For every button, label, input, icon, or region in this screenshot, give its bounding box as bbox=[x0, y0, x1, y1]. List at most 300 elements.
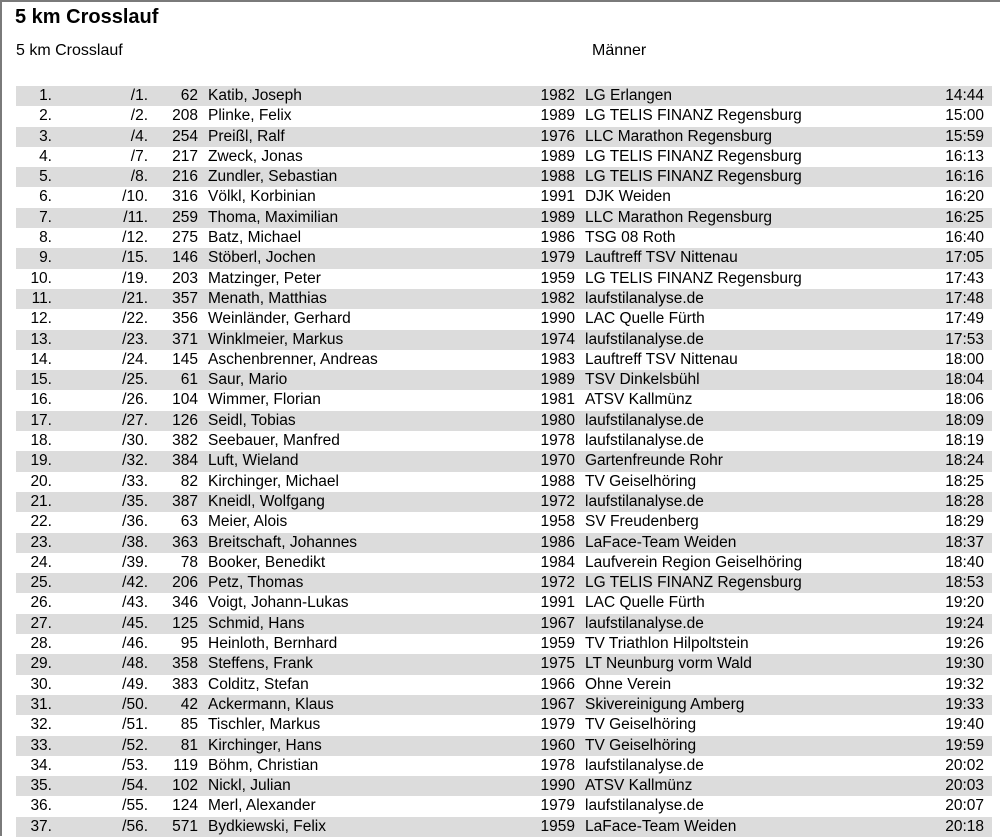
club-cell: SV Freudenberg bbox=[585, 513, 699, 531]
club-cell: Laufverein Region Geiselhöring bbox=[585, 553, 803, 571]
class-rank-cell: /21. bbox=[122, 289, 148, 307]
finish-time-cell: 18:06 bbox=[945, 391, 984, 409]
bib-number-cell: 384 bbox=[172, 452, 198, 470]
bib-number-cell: 387 bbox=[172, 492, 198, 510]
finish-time-cell: 14:44 bbox=[945, 87, 984, 104]
club-cell: LaFace-Team Weiden bbox=[585, 533, 737, 551]
club-cell: DJK Weiden bbox=[585, 188, 671, 206]
page-title: 5 km Crosslauf bbox=[15, 6, 159, 28]
window-frame-left bbox=[0, 0, 2, 836]
bib-number-cell: 259 bbox=[172, 208, 198, 226]
athlete-name-cell: Kirchinger, Michael bbox=[208, 472, 339, 490]
birth-year-cell: 1979 bbox=[540, 249, 575, 267]
bib-number-cell: 85 bbox=[180, 716, 198, 734]
finish-time-cell: 19:30 bbox=[945, 655, 984, 673]
club-cell: LAC Quelle Fürth bbox=[585, 310, 705, 328]
rank-cell: 24. bbox=[30, 553, 52, 571]
class-rank-cell: /36. bbox=[122, 513, 148, 531]
table-row bbox=[16, 248, 992, 268]
table-row bbox=[16, 472, 992, 492]
class-rank-cell: /7. bbox=[130, 147, 148, 165]
club-cell: Skivereinigung Amberg bbox=[585, 695, 745, 713]
rank-cell: 36. bbox=[30, 797, 52, 815]
birth-year-cell: 1988 bbox=[540, 168, 575, 186]
table-row bbox=[16, 654, 992, 674]
finish-time-cell: 18:04 bbox=[945, 371, 984, 389]
athlete-name-cell: Seidl, Tobias bbox=[208, 411, 296, 429]
birth-year-cell: 1989 bbox=[540, 208, 575, 226]
class-rank-cell: /1. bbox=[130, 87, 148, 104]
athlete-name-cell: Merl, Alexander bbox=[208, 797, 316, 815]
rank-cell: 21. bbox=[30, 492, 52, 510]
athlete-name-cell: Batz, Michael bbox=[208, 229, 302, 247]
club-cell: LaFace-Team Weiden bbox=[585, 817, 737, 835]
table-row bbox=[16, 330, 992, 350]
birth-year-cell: 1980 bbox=[540, 411, 575, 429]
table-row bbox=[16, 127, 992, 147]
table-row bbox=[16, 208, 992, 228]
birth-year-cell: 1990 bbox=[540, 310, 575, 328]
club-cell: laufstilanalyse.de bbox=[585, 330, 704, 348]
rank-cell: 16. bbox=[30, 391, 52, 409]
finish-time-cell: 19:24 bbox=[945, 614, 984, 632]
birth-year-cell: 1983 bbox=[540, 350, 575, 368]
class-rank-cell: /53. bbox=[122, 756, 148, 774]
table-row bbox=[16, 451, 992, 471]
athlete-name-cell: Menath, Matthias bbox=[208, 289, 327, 307]
club-cell: ATSV Kallmünz bbox=[585, 391, 693, 409]
athlete-name-cell: Winklmeier, Markus bbox=[208, 330, 344, 348]
results-table bbox=[16, 86, 992, 837]
bib-number-cell: 146 bbox=[172, 249, 198, 267]
table-row bbox=[16, 553, 992, 573]
athlete-name-cell: Colditz, Stefan bbox=[208, 675, 309, 693]
birth-year-cell: 1988 bbox=[540, 472, 575, 490]
table-row bbox=[16, 390, 992, 410]
bib-number-cell: 208 bbox=[172, 107, 198, 125]
finish-time-cell: 18:19 bbox=[945, 432, 984, 450]
athlete-name-cell: Booker, Benedikt bbox=[208, 553, 326, 571]
club-cell: laufstilanalyse.de bbox=[585, 756, 704, 774]
table-row bbox=[16, 634, 992, 654]
rank-cell: 37. bbox=[30, 817, 52, 835]
bib-number-cell: 371 bbox=[172, 330, 198, 348]
class-rank-cell: /24. bbox=[122, 350, 148, 368]
finish-time-cell: 18:25 bbox=[945, 472, 984, 490]
bib-number-cell: 217 bbox=[172, 147, 198, 165]
birth-year-cell: 1990 bbox=[540, 777, 575, 795]
rank-cell: 35. bbox=[30, 777, 52, 795]
finish-time-cell: 16:25 bbox=[945, 208, 984, 226]
rank-cell: 32. bbox=[30, 716, 52, 734]
birth-year-cell: 1959 bbox=[540, 817, 575, 835]
club-cell: laufstilanalyse.de bbox=[585, 411, 704, 429]
bib-number-cell: 571 bbox=[172, 817, 198, 835]
birth-year-cell: 1982 bbox=[540, 87, 575, 104]
table-row bbox=[16, 756, 992, 776]
club-cell: LG TELIS FINANZ Regensburg bbox=[585, 147, 802, 165]
event-subtitle: 5 km Crosslauf bbox=[16, 42, 123, 59]
club-cell: LT Neunburg vorm Wald bbox=[585, 655, 752, 673]
rank-cell: 34. bbox=[30, 756, 52, 774]
club-cell: LLC Marathon Regensburg bbox=[585, 127, 772, 145]
club-cell: Ohne Verein bbox=[585, 675, 672, 693]
bib-number-cell: 95 bbox=[180, 635, 198, 653]
rank-cell: 5. bbox=[39, 168, 52, 186]
finish-time-cell: 20:03 bbox=[945, 777, 984, 795]
class-rank-cell: /39. bbox=[122, 553, 148, 571]
birth-year-cell: 1989 bbox=[540, 107, 575, 125]
class-rank-cell: /11. bbox=[123, 208, 148, 226]
class-rank-cell: /19. bbox=[122, 269, 148, 287]
club-cell: laufstilanalyse.de bbox=[585, 614, 704, 632]
rank-cell: 33. bbox=[30, 736, 52, 754]
birth-year-cell: 1986 bbox=[540, 533, 575, 551]
bib-number-cell: 63 bbox=[180, 513, 198, 531]
athlete-name-cell: Völkl, Korbinian bbox=[208, 188, 316, 206]
club-cell: laufstilanalyse.de bbox=[585, 492, 704, 510]
table-row bbox=[16, 817, 992, 837]
finish-time-cell: 16:20 bbox=[945, 188, 984, 206]
athlete-name-cell: Bydkiewski, Felix bbox=[208, 817, 326, 835]
finish-time-cell: 16:16 bbox=[945, 168, 984, 186]
table-row bbox=[16, 431, 992, 451]
finish-time-cell: 19:20 bbox=[945, 594, 984, 612]
birth-year-cell: 1979 bbox=[540, 716, 575, 734]
athlete-name-cell: Petz, Thomas bbox=[208, 574, 304, 592]
birth-year-cell: 1986 bbox=[540, 229, 575, 247]
birth-year-cell: 1989 bbox=[540, 371, 575, 389]
athlete-name-cell: Heinloth, Bernhard bbox=[208, 635, 338, 653]
bib-number-cell: 145 bbox=[172, 350, 198, 368]
athlete-name-cell: Ackermann, Klaus bbox=[208, 695, 334, 713]
table-row bbox=[16, 614, 992, 634]
rank-cell: 29. bbox=[30, 655, 52, 673]
athlete-name-cell: Böhm, Christian bbox=[208, 756, 319, 774]
birth-year-cell: 1970 bbox=[540, 452, 575, 470]
rank-cell: 1. bbox=[39, 87, 52, 104]
birth-year-cell: 1975 bbox=[540, 655, 575, 673]
finish-time-cell: 17:05 bbox=[945, 249, 984, 267]
class-rank-cell: /33. bbox=[122, 472, 148, 490]
class-rank-cell: /8. bbox=[130, 168, 148, 186]
class-rank-cell: /38. bbox=[122, 533, 148, 551]
table-row bbox=[16, 715, 992, 735]
bib-number-cell: 275 bbox=[172, 229, 198, 247]
bib-number-cell: 119 bbox=[173, 756, 198, 774]
club-cell: LAC Quelle Fürth bbox=[585, 594, 705, 612]
finish-time-cell: 18:40 bbox=[945, 553, 984, 571]
class-rank-cell: /45. bbox=[122, 614, 148, 632]
bib-number-cell: 346 bbox=[172, 594, 198, 612]
athlete-name-cell: Matzinger, Peter bbox=[208, 269, 321, 287]
table-row bbox=[16, 675, 992, 695]
bib-number-cell: 363 bbox=[172, 533, 198, 551]
club-cell: TV Triathlon Hilpoltstein bbox=[585, 635, 749, 653]
athlete-name-cell: Voigt, Johann-Lukas bbox=[208, 594, 349, 612]
table-row bbox=[16, 309, 992, 329]
athlete-name-cell: Steffens, Frank bbox=[208, 655, 313, 673]
club-cell: TV Geiselhöring bbox=[585, 472, 697, 490]
club-cell: laufstilanalyse.de bbox=[585, 432, 704, 450]
finish-time-cell: 17:43 bbox=[945, 269, 984, 287]
birth-year-cell: 1989 bbox=[540, 147, 575, 165]
club-cell: TV Geiselhöring bbox=[585, 736, 697, 754]
club-cell: LG TELIS FINANZ Regensburg bbox=[585, 107, 802, 125]
class-rank-cell: /22. bbox=[122, 310, 148, 328]
table-row bbox=[16, 492, 992, 512]
birth-year-cell: 1966 bbox=[540, 675, 575, 693]
athlete-name-cell: Breitschaft, Johannes bbox=[208, 533, 358, 551]
athlete-name-cell: Schmid, Hans bbox=[208, 614, 305, 632]
table-row bbox=[16, 695, 992, 715]
finish-time-cell: 18:29 bbox=[945, 513, 984, 531]
finish-time-cell: 19:40 bbox=[945, 716, 984, 734]
athlete-name-cell: Thoma, Maximilian bbox=[208, 208, 339, 226]
finish-time-cell: 16:13 bbox=[945, 147, 984, 165]
rank-cell: 30. bbox=[30, 675, 52, 693]
rank-cell: 18. bbox=[30, 432, 52, 450]
rank-cell: 6. bbox=[39, 188, 52, 206]
birth-year-cell: 1958 bbox=[540, 513, 575, 531]
table-row bbox=[16, 776, 992, 796]
finish-time-cell: 17:49 bbox=[945, 310, 984, 328]
class-rank-cell: /50. bbox=[122, 695, 148, 713]
table-row bbox=[16, 106, 992, 126]
club-cell: laufstilanalyse.de bbox=[585, 289, 704, 307]
bib-number-cell: 61 bbox=[180, 371, 198, 389]
table-row bbox=[16, 167, 992, 187]
rank-cell: 9. bbox=[39, 249, 52, 267]
athlete-name-cell: Weinländer, Gerhard bbox=[208, 310, 351, 328]
bib-number-cell: 102 bbox=[172, 777, 198, 795]
bib-number-cell: 316 bbox=[172, 188, 198, 206]
table-row bbox=[16, 593, 992, 613]
bib-number-cell: 126 bbox=[172, 411, 198, 429]
class-rank-cell: /35. bbox=[122, 492, 148, 510]
bib-number-cell: 216 bbox=[172, 168, 198, 186]
rank-cell: 17. bbox=[30, 411, 52, 429]
bib-number-cell: 124 bbox=[172, 797, 198, 815]
club-cell: Gartenfreunde Rohr bbox=[585, 452, 723, 470]
birth-year-cell: 1959 bbox=[540, 635, 575, 653]
class-rank-cell: /27. bbox=[122, 411, 148, 429]
table-row bbox=[16, 411, 992, 431]
class-rank-cell: /4. bbox=[130, 127, 148, 145]
athlete-name-cell: Plinke, Felix bbox=[208, 107, 292, 125]
rank-cell: 19. bbox=[30, 452, 52, 470]
rank-cell: 10. bbox=[30, 269, 52, 287]
class-rank-cell: /54. bbox=[122, 777, 148, 795]
table-row bbox=[16, 370, 992, 390]
finish-time-cell: 19:26 bbox=[945, 635, 984, 653]
rank-cell: 7. bbox=[39, 208, 52, 226]
class-rank-cell: /12. bbox=[122, 229, 148, 247]
athlete-name-cell: Preißl, Ralf bbox=[208, 127, 285, 145]
table-row bbox=[16, 512, 992, 532]
table-row bbox=[16, 147, 992, 167]
class-rank-cell: /43. bbox=[122, 594, 148, 612]
rank-cell: 2. bbox=[39, 107, 52, 125]
class-rank-cell: /48. bbox=[122, 655, 148, 673]
rank-cell: 13. bbox=[30, 330, 52, 348]
birth-year-cell: 1979 bbox=[540, 797, 575, 815]
finish-time-cell: 20:02 bbox=[945, 756, 984, 774]
club-cell: TSV Dinkelsbühl bbox=[585, 371, 700, 389]
birth-year-cell: 1976 bbox=[540, 127, 575, 145]
birth-year-cell: 1974 bbox=[540, 330, 575, 348]
bib-number-cell: 78 bbox=[180, 553, 198, 571]
birth-year-cell: 1978 bbox=[540, 432, 575, 450]
athlete-name-cell: Aschenbrenner, Andreas bbox=[208, 350, 378, 368]
birth-year-cell: 1978 bbox=[540, 756, 575, 774]
birth-year-cell: 1972 bbox=[540, 574, 575, 592]
finish-time-cell: 18:24 bbox=[945, 452, 984, 470]
athlete-name-cell: Seebauer, Manfred bbox=[208, 432, 340, 450]
birth-year-cell: 1967 bbox=[540, 614, 575, 632]
finish-time-cell: 16:40 bbox=[945, 229, 984, 247]
bib-number-cell: 358 bbox=[172, 655, 198, 673]
table-row bbox=[16, 350, 992, 370]
bib-number-cell: 254 bbox=[172, 127, 198, 145]
club-cell: Lauftreff TSV Nittenau bbox=[585, 350, 738, 368]
finish-time-cell: 20:18 bbox=[945, 817, 984, 835]
bib-number-cell: 206 bbox=[172, 574, 198, 592]
club-cell: LLC Marathon Regensburg bbox=[585, 208, 772, 226]
bib-number-cell: 62 bbox=[180, 87, 198, 104]
rank-cell: 8. bbox=[39, 229, 52, 247]
athlete-name-cell: Stöberl, Jochen bbox=[208, 249, 316, 267]
class-rank-cell: /42. bbox=[122, 574, 148, 592]
athlete-name-cell: Nickl, Julian bbox=[208, 777, 291, 795]
class-rank-cell: /49. bbox=[122, 675, 148, 693]
finish-time-cell: 18:09 bbox=[945, 411, 984, 429]
bib-number-cell: 383 bbox=[172, 675, 198, 693]
club-cell: ATSV Kallmünz bbox=[585, 777, 693, 795]
rank-cell: 26. bbox=[30, 594, 52, 612]
class-rank-cell: /56. bbox=[122, 817, 148, 835]
athlete-name-cell: Luft, Wieland bbox=[208, 452, 299, 470]
finish-time-cell: 18:00 bbox=[945, 350, 984, 368]
club-cell: LG TELIS FINANZ Regensburg bbox=[585, 269, 802, 287]
table-row bbox=[16, 573, 992, 593]
bib-number-cell: 104 bbox=[172, 391, 198, 409]
athlete-name-cell: Zweck, Jonas bbox=[208, 147, 303, 165]
class-rank-cell: /51. bbox=[122, 716, 148, 734]
bib-number-cell: 81 bbox=[180, 736, 198, 754]
birth-year-cell: 1959 bbox=[540, 269, 575, 287]
window-frame-top bbox=[0, 0, 1000, 2]
athlete-name-cell: Wimmer, Florian bbox=[208, 391, 321, 409]
table-row bbox=[16, 187, 992, 207]
class-rank-cell: /10. bbox=[122, 188, 148, 206]
rank-cell: 25. bbox=[30, 574, 52, 592]
finish-time-cell: 15:59 bbox=[945, 127, 984, 145]
class-rank-cell: /26. bbox=[122, 391, 148, 409]
athlete-name-cell: Zundler, Sebastian bbox=[208, 168, 338, 186]
athlete-name-cell: Tischler, Markus bbox=[208, 716, 321, 734]
finish-time-cell: 18:28 bbox=[945, 492, 984, 510]
rank-cell: 20. bbox=[30, 472, 52, 490]
class-rank-cell: /15. bbox=[122, 249, 148, 267]
athlete-name-cell: Kirchinger, Hans bbox=[208, 736, 322, 754]
table-row bbox=[16, 533, 992, 553]
club-cell: laufstilanalyse.de bbox=[585, 797, 704, 815]
table-row bbox=[16, 289, 992, 309]
rank-cell: 31. bbox=[30, 695, 52, 713]
bib-number-cell: 357 bbox=[172, 289, 198, 307]
birth-year-cell: 1991 bbox=[540, 594, 575, 612]
finish-time-cell: 19:59 bbox=[945, 736, 984, 754]
bib-number-cell: 125 bbox=[172, 614, 198, 632]
class-rank-cell: /2. bbox=[130, 107, 148, 125]
finish-time-cell: 20:07 bbox=[945, 797, 984, 815]
rank-cell: 4. bbox=[39, 147, 52, 165]
bib-number-cell: 382 bbox=[172, 432, 198, 450]
rank-cell: 3. bbox=[39, 127, 52, 145]
club-cell: LG TELIS FINANZ Regensburg bbox=[585, 168, 802, 186]
table-row bbox=[16, 228, 992, 248]
bib-number-cell: 42 bbox=[180, 695, 198, 713]
class-rank-cell: /25. bbox=[122, 371, 148, 389]
rank-cell: 27. bbox=[30, 614, 52, 632]
club-cell: TV Geiselhöring bbox=[585, 716, 697, 734]
rank-cell: 28. bbox=[30, 635, 52, 653]
club-cell: LG Erlangen bbox=[585, 87, 673, 104]
bib-number-cell: 356 bbox=[172, 310, 198, 328]
rank-cell: 12. bbox=[30, 310, 52, 328]
rank-cell: 11. bbox=[31, 289, 52, 307]
birth-year-cell: 1984 bbox=[540, 553, 575, 571]
finish-time-cell: 19:32 bbox=[945, 675, 984, 693]
athlete-name-cell: Saur, Mario bbox=[208, 371, 288, 389]
table-row bbox=[16, 269, 992, 289]
rank-cell: 14. bbox=[30, 350, 52, 368]
birth-year-cell: 1972 bbox=[540, 492, 575, 510]
birth-year-cell: 1991 bbox=[540, 188, 575, 206]
class-rank-cell: /32. bbox=[122, 452, 148, 470]
class-rank-cell: /30. bbox=[122, 432, 148, 450]
birth-year-cell: 1967 bbox=[540, 695, 575, 713]
birth-year-cell: 1982 bbox=[540, 289, 575, 307]
finish-time-cell: 15:00 bbox=[945, 107, 984, 125]
finish-time-cell: 17:53 bbox=[945, 330, 984, 348]
finish-time-cell: 17:48 bbox=[945, 289, 984, 307]
finish-time-cell: 18:53 bbox=[945, 574, 984, 592]
rank-cell: 23. bbox=[30, 533, 52, 551]
table-row bbox=[16, 796, 992, 816]
category-label: Männer bbox=[592, 42, 647, 59]
bib-number-cell: 203 bbox=[172, 269, 198, 287]
rank-cell: 15. bbox=[30, 371, 52, 389]
rank-cell: 22. bbox=[30, 513, 52, 531]
athlete-name-cell: Katib, Joseph bbox=[208, 87, 302, 104]
club-cell: Lauftreff TSV Nittenau bbox=[585, 249, 738, 267]
birth-year-cell: 1960 bbox=[540, 736, 575, 754]
finish-time-cell: 18:37 bbox=[945, 533, 984, 551]
class-rank-cell: /52. bbox=[122, 736, 148, 754]
class-rank-cell: /46. bbox=[122, 635, 148, 653]
table-row bbox=[16, 736, 992, 756]
birth-year-cell: 1981 bbox=[540, 391, 575, 409]
athlete-name-cell: Meier, Alois bbox=[208, 513, 288, 531]
athlete-name-cell: Kneidl, Wolfgang bbox=[208, 492, 325, 510]
table-row bbox=[16, 86, 992, 106]
class-rank-cell: /55. bbox=[122, 797, 148, 815]
club-cell: LG TELIS FINANZ Regensburg bbox=[585, 574, 802, 592]
class-rank-cell: /23. bbox=[122, 330, 148, 348]
club-cell: TSG 08 Roth bbox=[585, 229, 676, 247]
